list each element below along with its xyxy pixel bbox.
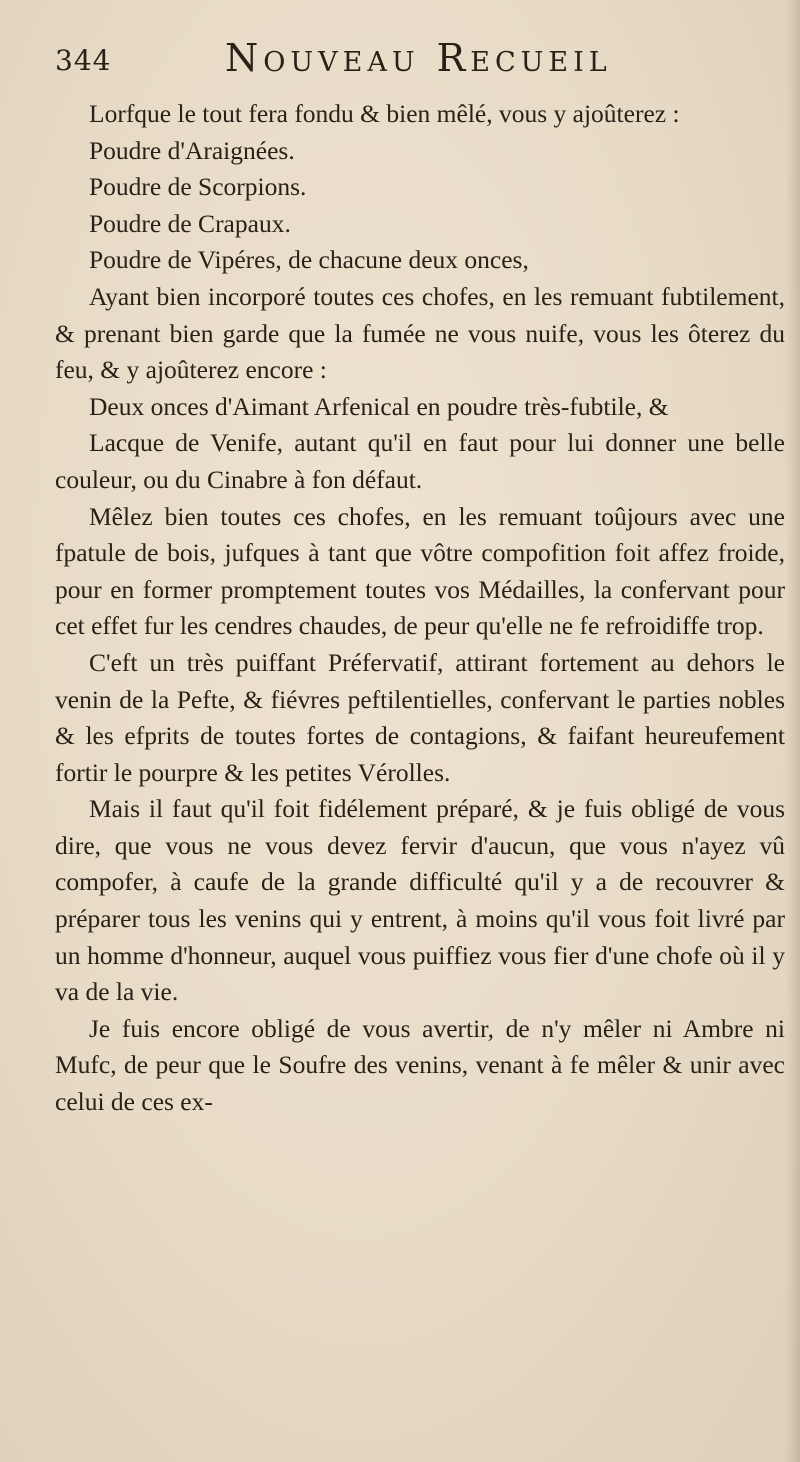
- paragraph: C'eft un très puiffant Préfervatif, attirant fortement au dehors le venin de la Pefte, & fiévres peftilentielles, confervant le parties nobles & les efprits de toutes fortes de contagions, & faifant heureufement fortir le pourpre & les petites Vérolles.: [55, 647, 785, 787]
- paragraph: Poudre de Vipéres, de chacune deux onces,: [89, 245, 529, 275]
- page-header: [55, 36, 745, 96]
- paragraph: Lacque de Venife, autant qu'il en faut pour lui donner une belle couleur, ou du Cinabre à fon défaut.: [55, 428, 785, 494]
- paragraph: Lorfque le tout fera fondu & bien mêlé, vous y ajoûterez :: [89, 99, 680, 128]
- paragraph: Mêlez bien toutes ces chofes, en les remuant toûjours avec une fpatule de bois, jufques à tant que vôtre compofition foit affez froide, pour en former promptement toutes vos Médailles, la confervant pour cet effet fur les cendres chaudes, de peur qu'elle ne fe refroidiffe trop.: [55, 501, 785, 641]
- paragraph: Poudre d'Araignées.: [89, 135, 295, 165]
- paragraph: Poudre de Scorpions.: [89, 172, 307, 202]
- paragraph: Je fuis encore obligé de vous avertir, de n'y mêler ni Ambre ni Mufc, de peur que le Soufre des venins, venant à fe mêler & unir avec celui de ces ex-: [55, 1013, 785, 1117]
- paragraph: Ayant bien incorporé toutes ces chofes, en les remuant fubtilement, & prenant bien garde que la fumée ne vous nuife, vous les ôterez du feu, & y ajoûterez encore :: [55, 281, 785, 385]
- page-number: 344: [55, 44, 112, 77]
- paragraph: Poudre de Crapaux.: [89, 208, 291, 238]
- body-text: [55, 96, 785, 1121]
- paragraph: Deux onces d'Aimant Arfenical en poudre très-fubtile, &: [89, 391, 669, 421]
- page-edge-shadow: [786, 0, 800, 1462]
- paragraph: Mais il faut qu'il foit fidélement préparé, & je fuis obligé de vous dire, que vous ne vous devez fervir d'aucun, que vous n'ayez vû compofer, à caufe de la grande difficulté qu'il y a de recouvrer & préparer tous les venins qui y entrent, à moins qu'il vous foit livré par un homme d'honneur, auquel vous puiffiez vous fier d'une chofe où il y va de la vie.: [55, 794, 785, 1007]
- running-title: Nouveau Recueil: [225, 36, 612, 80]
